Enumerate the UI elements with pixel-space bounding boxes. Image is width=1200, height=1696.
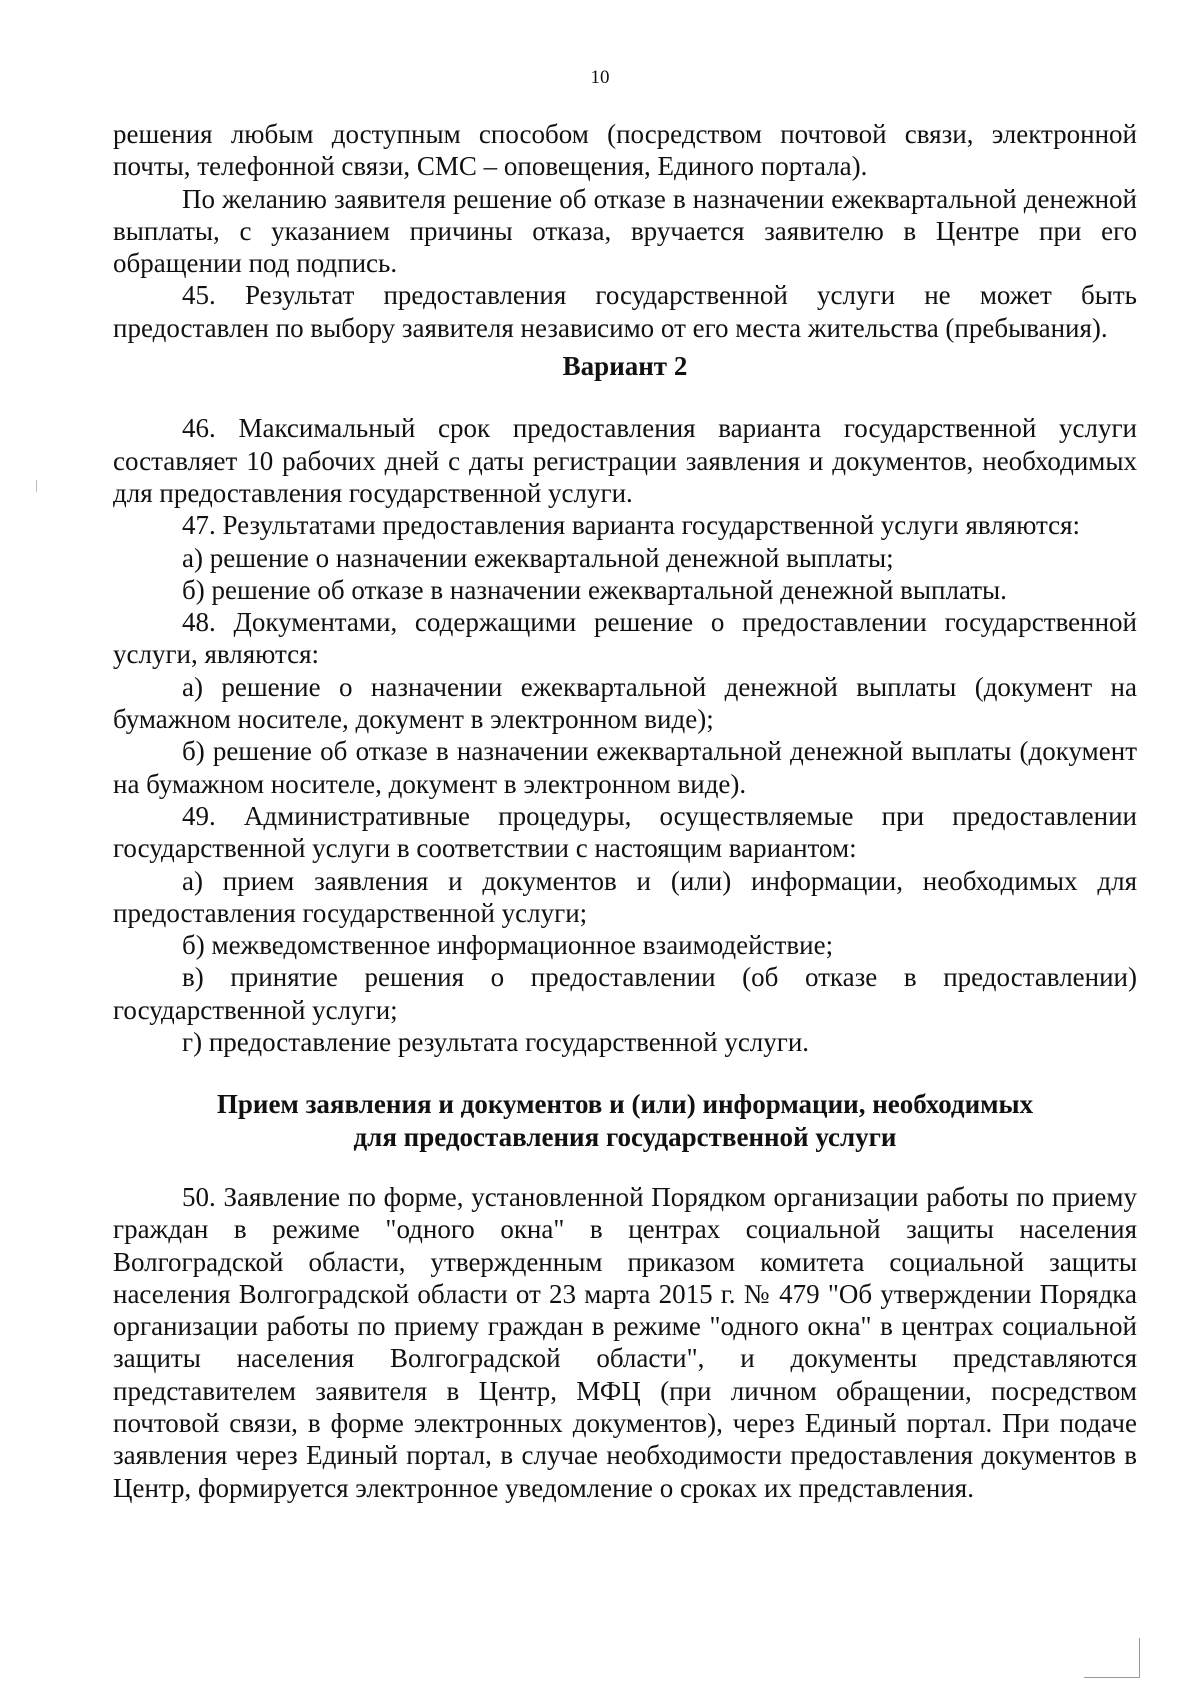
paragraph: б) межведомственное информационное взаимодействие; (182, 930, 834, 961)
document-body (113, 118, 1137, 1504)
paragraph: а) решение о назначении ежеквартальной денежной выплаты (документ на бумажном носителе, документ в электронном виде); (113, 671, 1137, 735)
section-heading (113, 1088, 1137, 1153)
scan-corner-mark (1084, 1677, 1140, 1678)
section-heading-line: Прием заявления и документов и (или) информации, необходимых (216, 1089, 1034, 1120)
paragraph: б) решение об отказе в назначении ежеквартальной денежной выплаты. (182, 574, 1007, 605)
paragraph: 49. Административные процедуры, осуществляемые при предоставлении государственной услуги в соответствии с настоящим вариантом: (113, 800, 1137, 864)
paragraph: 45. Результат предоставления государственной услуги не может быть предоставлен по выбору заявителя независимо от его места жительства (пребывания). (113, 280, 1137, 343)
section-heading-line: для предоставления государственной услуги (353, 1121, 897, 1152)
paragraph: а) решение о назначении ежеквартальной денежной выплаты; (182, 542, 894, 573)
paragraph: 46. Максимальный срок предоставления варианта государственной услуги составляет 10 рабочих дней с даты регистрации заявления и документов, необходимых для предоставления государственной услуги. (113, 413, 1137, 508)
scan-corner-mark-vertical (1139, 1638, 1140, 1678)
paragraph: По желанию заявителя решение об отказе в назначении ежеквартальной денежной выплаты, с указанием причины отказа, вручается заявителю в Центре при его обращении под подпись. (113, 183, 1137, 279)
paragraph: б) решение об отказе в назначении ежеквартальной денежной выплаты (документ на бумажном носителе, документ в электронном виде). (113, 736, 1137, 799)
section-heading (113, 350, 1137, 382)
scan-margin-mark (36, 480, 37, 492)
paragraph: в) принятие решения о предоставлении (об отказе в предоставлении) государственной услуги; (113, 962, 1137, 1025)
section-heading-line: Вариант 2 (562, 351, 688, 382)
paragraph: решения любым доступным способом (посредством почтовой связи, электронной почты, телефонной связи, СМС – оповещения, Единого портала). (113, 119, 1137, 182)
paragraph: г) предоставление результата государственной услуги. (182, 1027, 810, 1058)
paragraph: 50. Заявление по форме, установленной Порядком организации работы по приему граждан в режиме "одного окна" в центрах социальной защиты населения Волгоградской области, утвержденным приказом комитета социальной защиты населения Волгоградской области от 23 марта 2015 г. № 479 "Об утверждении Порядка организации работы по приему граждан в режиме "одного окна" в центрах социальной защиты населения Волгоградской области", и документы представляются представителем заявителя в Центр, МФЦ (при личном обращении, посредством почтовой связи, в форме электронных документов), через Единый портал. При подаче заявления через Единый портал, в случае необходимости предоставления документов в Центр, формируется электронное уведомление о сроках их представления. (113, 1181, 1137, 1503)
page-number: 10 (590, 67, 610, 88)
paragraph: 48. Документами, содержащими решение о предоставлении государственной услуги, являются: (113, 607, 1137, 670)
paragraph: 47. Результатами предоставления варианта государственной услуги являются: (182, 510, 1081, 541)
paragraph: а) прием заявления и документов и (или) информации, необходимых для предоставления государственной услуги; (113, 865, 1137, 928)
